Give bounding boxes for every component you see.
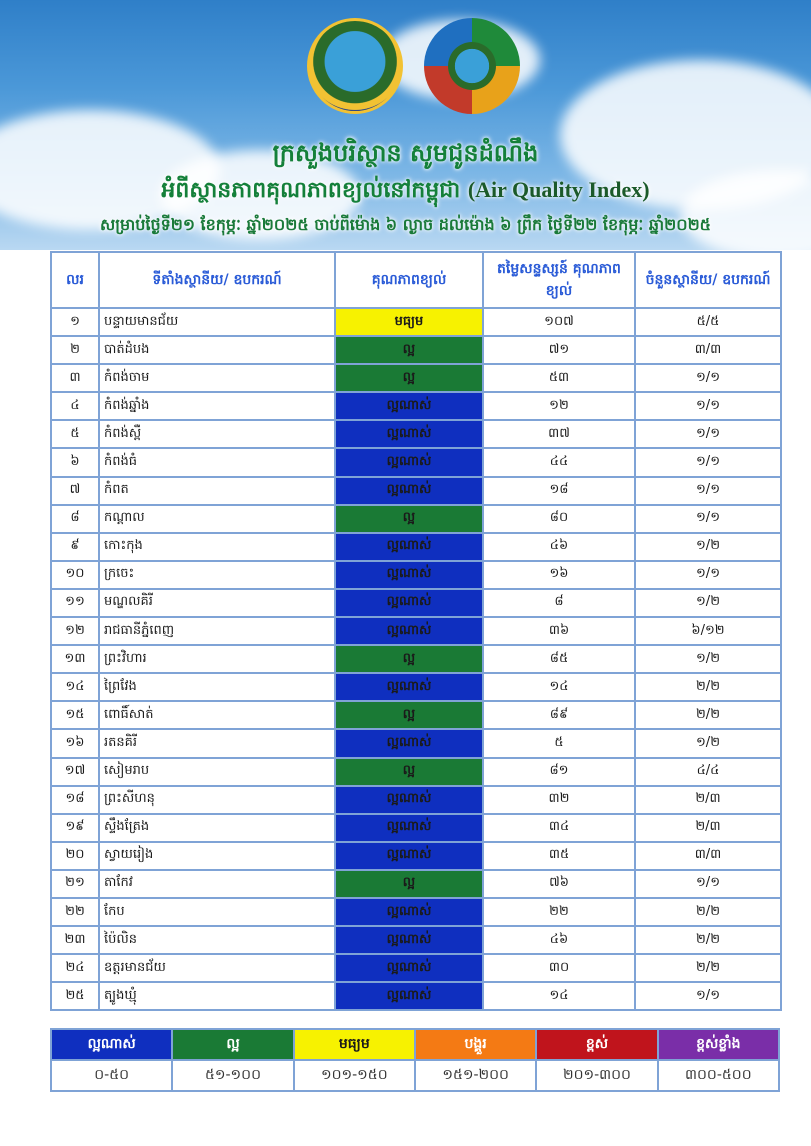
row-number: ២០ <box>51 842 99 870</box>
legend-level-label: បង្គួរ <box>415 1029 536 1060</box>
air-quality-level: ល្អ <box>335 364 483 392</box>
aqi-value: ៨១ <box>483 758 635 786</box>
air-quality-level: ល្អ <box>335 645 483 673</box>
legend-level-label: ខ្ពស់ <box>536 1029 657 1060</box>
station-count: ៣/៣ <box>635 842 781 870</box>
station-count: ១/២ <box>635 729 781 757</box>
location-name: បាត់ដំបង <box>99 336 335 364</box>
row-number: ១៥ <box>51 701 99 729</box>
air-quality-level: ល្អ <box>335 758 483 786</box>
row-number: ២១ <box>51 870 99 898</box>
aqi-value: ៨ <box>483 589 635 617</box>
header-air-quality: គុណភាពខ្យល់ <box>335 252 483 308</box>
table-row <box>51 448 781 476</box>
row-number: ១០ <box>51 561 99 589</box>
aqi-value: ៨៩ <box>483 701 635 729</box>
row-number: ២៤ <box>51 954 99 982</box>
location-name: ព្រះវិហារ <box>99 645 335 673</box>
table-row <box>51 786 781 814</box>
table-row <box>51 926 781 954</box>
location-name: កោះកុង <box>99 533 335 561</box>
table-row <box>51 758 781 786</box>
aqi-value: ២២ <box>483 898 635 926</box>
location-name: កណ្តាល <box>99 505 335 533</box>
table-row <box>51 617 781 645</box>
location-name: កែប <box>99 898 335 926</box>
station-count: ១/១ <box>635 870 781 898</box>
station-count: ១/១ <box>635 392 781 420</box>
row-number: ៣ <box>51 364 99 392</box>
station-count: ១/១ <box>635 505 781 533</box>
station-count: ២/២ <box>635 898 781 926</box>
air-quality-level: ល្អណាស់ <box>335 982 483 1010</box>
air-quality-level: ល្អណាស់ <box>335 448 483 476</box>
header-number: លរ <box>51 252 99 308</box>
legend-level-label: ល្អ <box>172 1029 293 1060</box>
station-count: ១/១ <box>635 982 781 1010</box>
table-row <box>51 533 781 561</box>
air-quality-level: ល្អណាស់ <box>335 533 483 561</box>
station-count: ១/២ <box>635 589 781 617</box>
row-number: ១៤ <box>51 673 99 701</box>
table-row <box>51 842 781 870</box>
air-quality-level: ល្អណាស់ <box>335 477 483 505</box>
row-number: ១២ <box>51 617 99 645</box>
aqi-value: ១៤ <box>483 673 635 701</box>
air-quality-level: ល្អណាស់ <box>335 786 483 814</box>
air-quality-level: ល្អណាស់ <box>335 617 483 645</box>
air-quality-level: ល្អណាស់ <box>335 420 483 448</box>
station-count: ២/៣ <box>635 814 781 842</box>
air-quality-level: ល្អ <box>335 505 483 533</box>
table-row <box>51 729 781 757</box>
location-name: តាកែវ <box>99 870 335 898</box>
row-number: ១១ <box>51 589 99 617</box>
air-quality-level: ល្អណាស់ <box>335 814 483 842</box>
header-station-count: ចំនួនស្ថានីយ/ ឧបករណ៍ <box>635 252 781 308</box>
table-row <box>51 701 781 729</box>
aqi-value: ៥ <box>483 729 635 757</box>
table-row <box>51 364 781 392</box>
aqi-value: ៣២ <box>483 786 635 814</box>
header-banner <box>0 0 811 250</box>
table-row <box>51 645 781 673</box>
aqi-value: ១០៧ <box>483 308 635 336</box>
station-count: ១/១ <box>635 561 781 589</box>
location-name: សៀមរាប <box>99 758 335 786</box>
air-quality-level: ល្អណាស់ <box>335 842 483 870</box>
location-name: ព្រះសីហនុ <box>99 786 335 814</box>
table-row <box>51 420 781 448</box>
location-name: ប៉ៃលិន <box>99 926 335 954</box>
aqi-value: ៤៤ <box>483 448 635 476</box>
location-name: កំពង់ឆ្នាំង <box>99 392 335 420</box>
page-title: ក្រសួងបរិស្ថាន សូមជូនដំណឹង <box>272 139 539 167</box>
location-name: កំពង់ស្ពឺ <box>99 420 335 448</box>
station-count: ១/១ <box>635 420 781 448</box>
ministry-logo <box>307 18 403 114</box>
location-name: កំពត <box>99 477 335 505</box>
location-name: បន្ទាយមានជ័យ <box>99 308 335 336</box>
aqi-value: ៧១ <box>483 336 635 364</box>
aqi-value: ៣៤ <box>483 814 635 842</box>
air-quality-level: មធ្យម <box>335 308 483 336</box>
row-number: ៤ <box>51 392 99 420</box>
location-name: រាជធានីភ្នំពេញ <box>99 617 335 645</box>
station-count: ៦/១២ <box>635 617 781 645</box>
table-header-row <box>51 252 781 308</box>
table-row <box>51 589 781 617</box>
aqi-value: ៣៧ <box>483 420 635 448</box>
aqi-value: ១៤ <box>483 982 635 1010</box>
table-row <box>51 336 781 364</box>
station-count: ៤/៤ <box>635 758 781 786</box>
row-number: ១៩ <box>51 814 99 842</box>
table-row <box>51 505 781 533</box>
air-quality-level: ល្អ <box>335 336 483 364</box>
station-count: ១/២ <box>635 645 781 673</box>
table-row <box>51 870 781 898</box>
aqi-value: ៧៦ <box>483 870 635 898</box>
station-count: ១/១ <box>635 448 781 476</box>
page-subtitle <box>0 176 811 208</box>
location-name: ព្រៃវែង <box>99 673 335 701</box>
air-quality-level: ល្អណាស់ <box>335 729 483 757</box>
aqi-value: ៨០ <box>483 505 635 533</box>
table-row <box>51 477 781 505</box>
row-number: ១៧ <box>51 758 99 786</box>
row-number: ១៦ <box>51 729 99 757</box>
aqi-value: ៥៣ <box>483 364 635 392</box>
legend-range: ២០១-៣០០ <box>536 1060 657 1091</box>
air-quality-level: ល្អណាស់ <box>335 673 483 701</box>
table-row <box>51 982 781 1010</box>
station-count: ២/២ <box>635 701 781 729</box>
station-count: ១/២ <box>635 533 781 561</box>
location-name: ឧត្តរមានជ័យ <box>99 954 335 982</box>
legend-range-row <box>51 1060 779 1091</box>
legend-level-label: ល្អណាស់ <box>51 1029 172 1060</box>
legend-range: ១០១-១៥០ <box>294 1060 415 1091</box>
aqi-value: ៣៥ <box>483 842 635 870</box>
row-number: ១៨ <box>51 786 99 814</box>
legend-range: ០-៥០ <box>51 1060 172 1091</box>
header-location: ទីតាំងស្ថានីយ/ ឧបករណ៍ <box>99 252 335 308</box>
location-name: រតនគិរី <box>99 729 335 757</box>
aqi-value: ៣៦ <box>483 617 635 645</box>
subtitle-english: (Air Quality Index) <box>467 177 650 202</box>
air-quality-level: ល្អណាស់ <box>335 926 483 954</box>
date-range-text: សម្រាប់ថ្ងៃទី២១ ខែកុម្ភៈ ឆ្នាំ២០២៥ ចាប់ពីម៉ោង ៦ ល្ងាច ដល់ម៉ោង ៦ ព្រឹក ថ្ងៃទី២២ ខែកុម្ភៈ ឆ្នាំ២០២៥ <box>99 215 712 234</box>
row-number: ១៣ <box>51 645 99 673</box>
location-name: ស្ទឹងត្រែង <box>99 814 335 842</box>
legend-range: ៣០០-៥០០ <box>658 1060 779 1091</box>
legend-range: ៥១-១០០ <box>172 1060 293 1091</box>
row-number: ២៥ <box>51 982 99 1010</box>
location-name: ត្បូងឃ្មុំ <box>99 982 335 1010</box>
header-aqi-value: តម្លៃសន្ទស្សន៍ គុណភាពខ្យល់ <box>483 252 635 308</box>
aqi-value: ៨៥ <box>483 645 635 673</box>
table-row <box>51 898 781 926</box>
station-count: ២/២ <box>635 954 781 982</box>
location-name: ពោធិ៍សាត់ <box>99 701 335 729</box>
station-count: ២/២ <box>635 673 781 701</box>
air-quality-level: ល្អណាស់ <box>335 561 483 589</box>
row-number: ៥ <box>51 420 99 448</box>
station-count: ១/១ <box>635 477 781 505</box>
aqi-value: ៤៦ <box>483 926 635 954</box>
air-quality-level: ល្អណាស់ <box>335 392 483 420</box>
location-name: មណ្ឌលគិរី <box>99 589 335 617</box>
row-number: ៦ <box>51 448 99 476</box>
legend-color-row <box>51 1029 779 1060</box>
station-count: ៣/៣ <box>635 336 781 364</box>
air-quality-table <box>50 251 782 1011</box>
subtitle-khmer: អំពីស្ថានភាពគុណភាពខ្យល់នៅកម្ពុជា <box>161 178 461 203</box>
environment-emblem-logo <box>424 18 520 114</box>
row-number: ៩ <box>51 533 99 561</box>
table-row <box>51 954 781 982</box>
air-quality-level: ល្អណាស់ <box>335 954 483 982</box>
aqi-value: ១៦ <box>483 561 635 589</box>
aqi-value: ៤៦ <box>483 533 635 561</box>
air-quality-level: ល្អ <box>335 701 483 729</box>
station-count: ២/២ <box>635 926 781 954</box>
legend-level-label: មធ្យម <box>294 1029 415 1060</box>
legend-level-label: ខ្ពស់ខ្លាំង <box>658 1029 779 1060</box>
row-number: ២ <box>51 336 99 364</box>
table-row <box>51 814 781 842</box>
station-count: ២/៣ <box>635 786 781 814</box>
aqi-value: ១៨ <box>483 477 635 505</box>
air-quality-level: ល្អណាស់ <box>335 898 483 926</box>
legend-range: ១៥១-២០០ <box>415 1060 536 1091</box>
aqi-legend <box>50 1028 780 1092</box>
row-number: ៧ <box>51 477 99 505</box>
aqi-value: ៣០ <box>483 954 635 982</box>
location-name: កំពង់ធំ <box>99 448 335 476</box>
station-count: ៥/៥ <box>635 308 781 336</box>
aqi-value: ១២ <box>483 392 635 420</box>
table-row <box>51 561 781 589</box>
air-quality-level: ល្អ <box>335 870 483 898</box>
air-quality-level: ល្អណាស់ <box>335 589 483 617</box>
station-count: ១/១ <box>635 364 781 392</box>
table-row <box>51 308 781 336</box>
location-name: កំពង់ចាម <box>99 364 335 392</box>
row-number: ១ <box>51 308 99 336</box>
table-row <box>51 392 781 420</box>
table-row <box>51 673 781 701</box>
row-number: ២៣ <box>51 926 99 954</box>
row-number: ៨ <box>51 505 99 533</box>
location-name: ក្រចេះ <box>99 561 335 589</box>
row-number: ២២ <box>51 898 99 926</box>
location-name: ស្វាយរៀង <box>99 842 335 870</box>
